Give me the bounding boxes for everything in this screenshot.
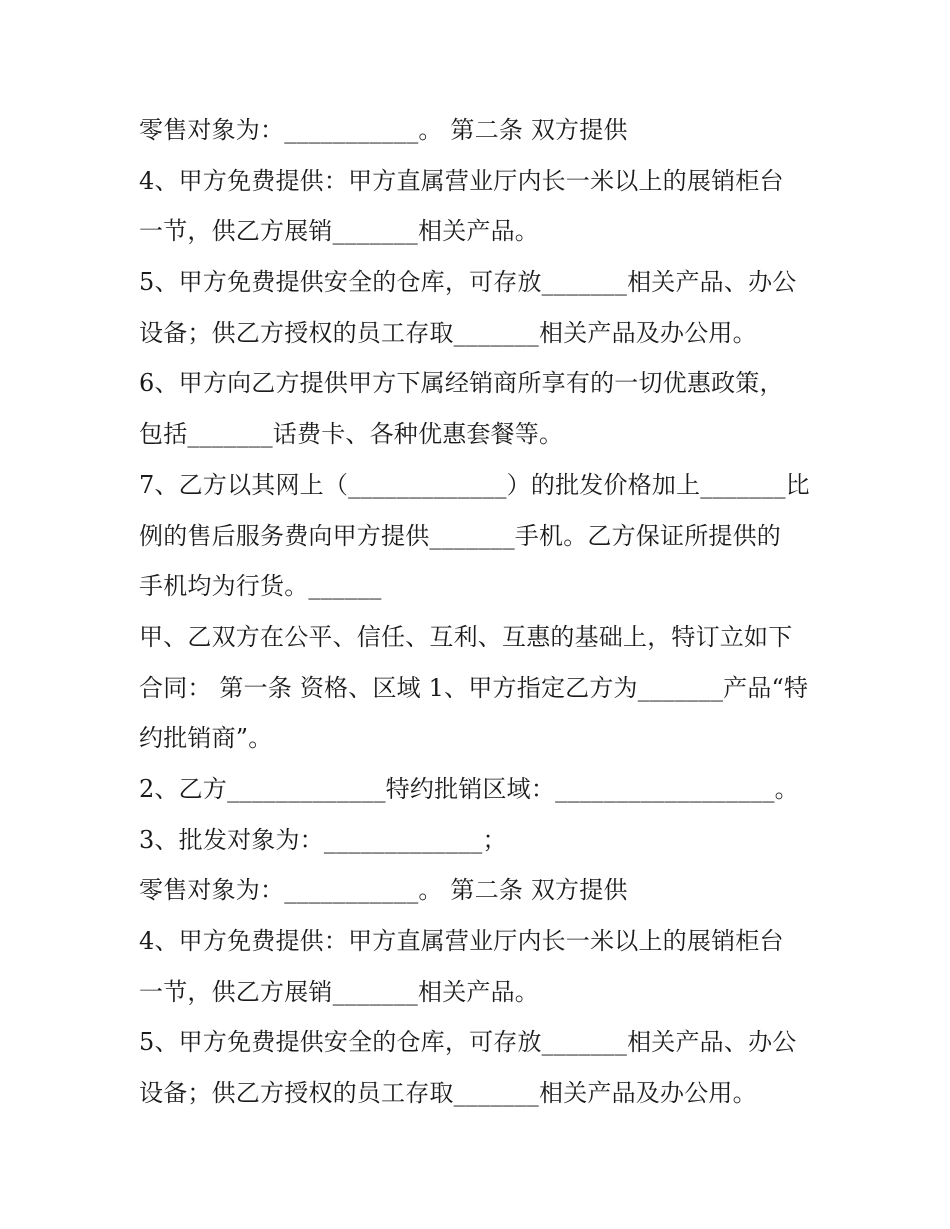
text-line: 约批销商”。 (139, 724, 273, 753)
text-line: 设备；供乙方授权的员工存取_______相关产品及办公用。 (139, 1079, 757, 1108)
text-line: 甲、乙双方在公平、信任、互利、互惠的基础上，特订立如下 (139, 622, 793, 651)
text-line: 零售对象为：___________。 第二条 双方提供 (139, 116, 628, 144)
text-line: 设备；供乙方授权的员工存取_______相关产品及办公用。 (139, 318, 757, 347)
text-line: 5、甲方免费提供安全的仓库，可存放_______相关产品、办公 (139, 1028, 797, 1057)
text-line: 手机均为行货。______ (139, 572, 382, 601)
text-line: 一节，供乙方展销_______相关产品。 (139, 217, 539, 246)
text-line: 合同： 第一条 资格、区域 1、甲方指定乙方为_______产品“特 (139, 673, 809, 702)
document-body (139, 105, 819, 1119)
text-line: 3、批发对象为：_____________； (139, 825, 507, 854)
text-line: 6、甲方向乙方提供甲方下属经销商所享有的一切优惠政策， (139, 369, 784, 398)
text-line: 2、乙方_____________特约批销区域：__________________。 (139, 774, 799, 803)
text-line: 例的售后服务费向甲方提供_______手机。乙方保证所提供的 (139, 521, 781, 550)
text-line: 一节，供乙方展销_______相关产品。 (139, 977, 539, 1006)
text-line: 5、甲方免费提供安全的仓库，可存放_______相关产品、办公 (139, 268, 797, 297)
text-line: 4、甲方免费提供：甲方直属营业厅内长一米以上的展销柜台 (139, 166, 784, 195)
text-line: 包括_______话费卡、各种优惠套餐等。 (139, 420, 564, 449)
text-line: 4、甲方免费提供：甲方直属营业厅内长一米以上的展销柜台 (139, 927, 784, 955)
text-line: 7、乙方以其网上（_____________）的批发价格加上_______比 (139, 470, 810, 499)
text-line: 零售对象为：___________。 第二条 双方提供 (139, 876, 628, 905)
